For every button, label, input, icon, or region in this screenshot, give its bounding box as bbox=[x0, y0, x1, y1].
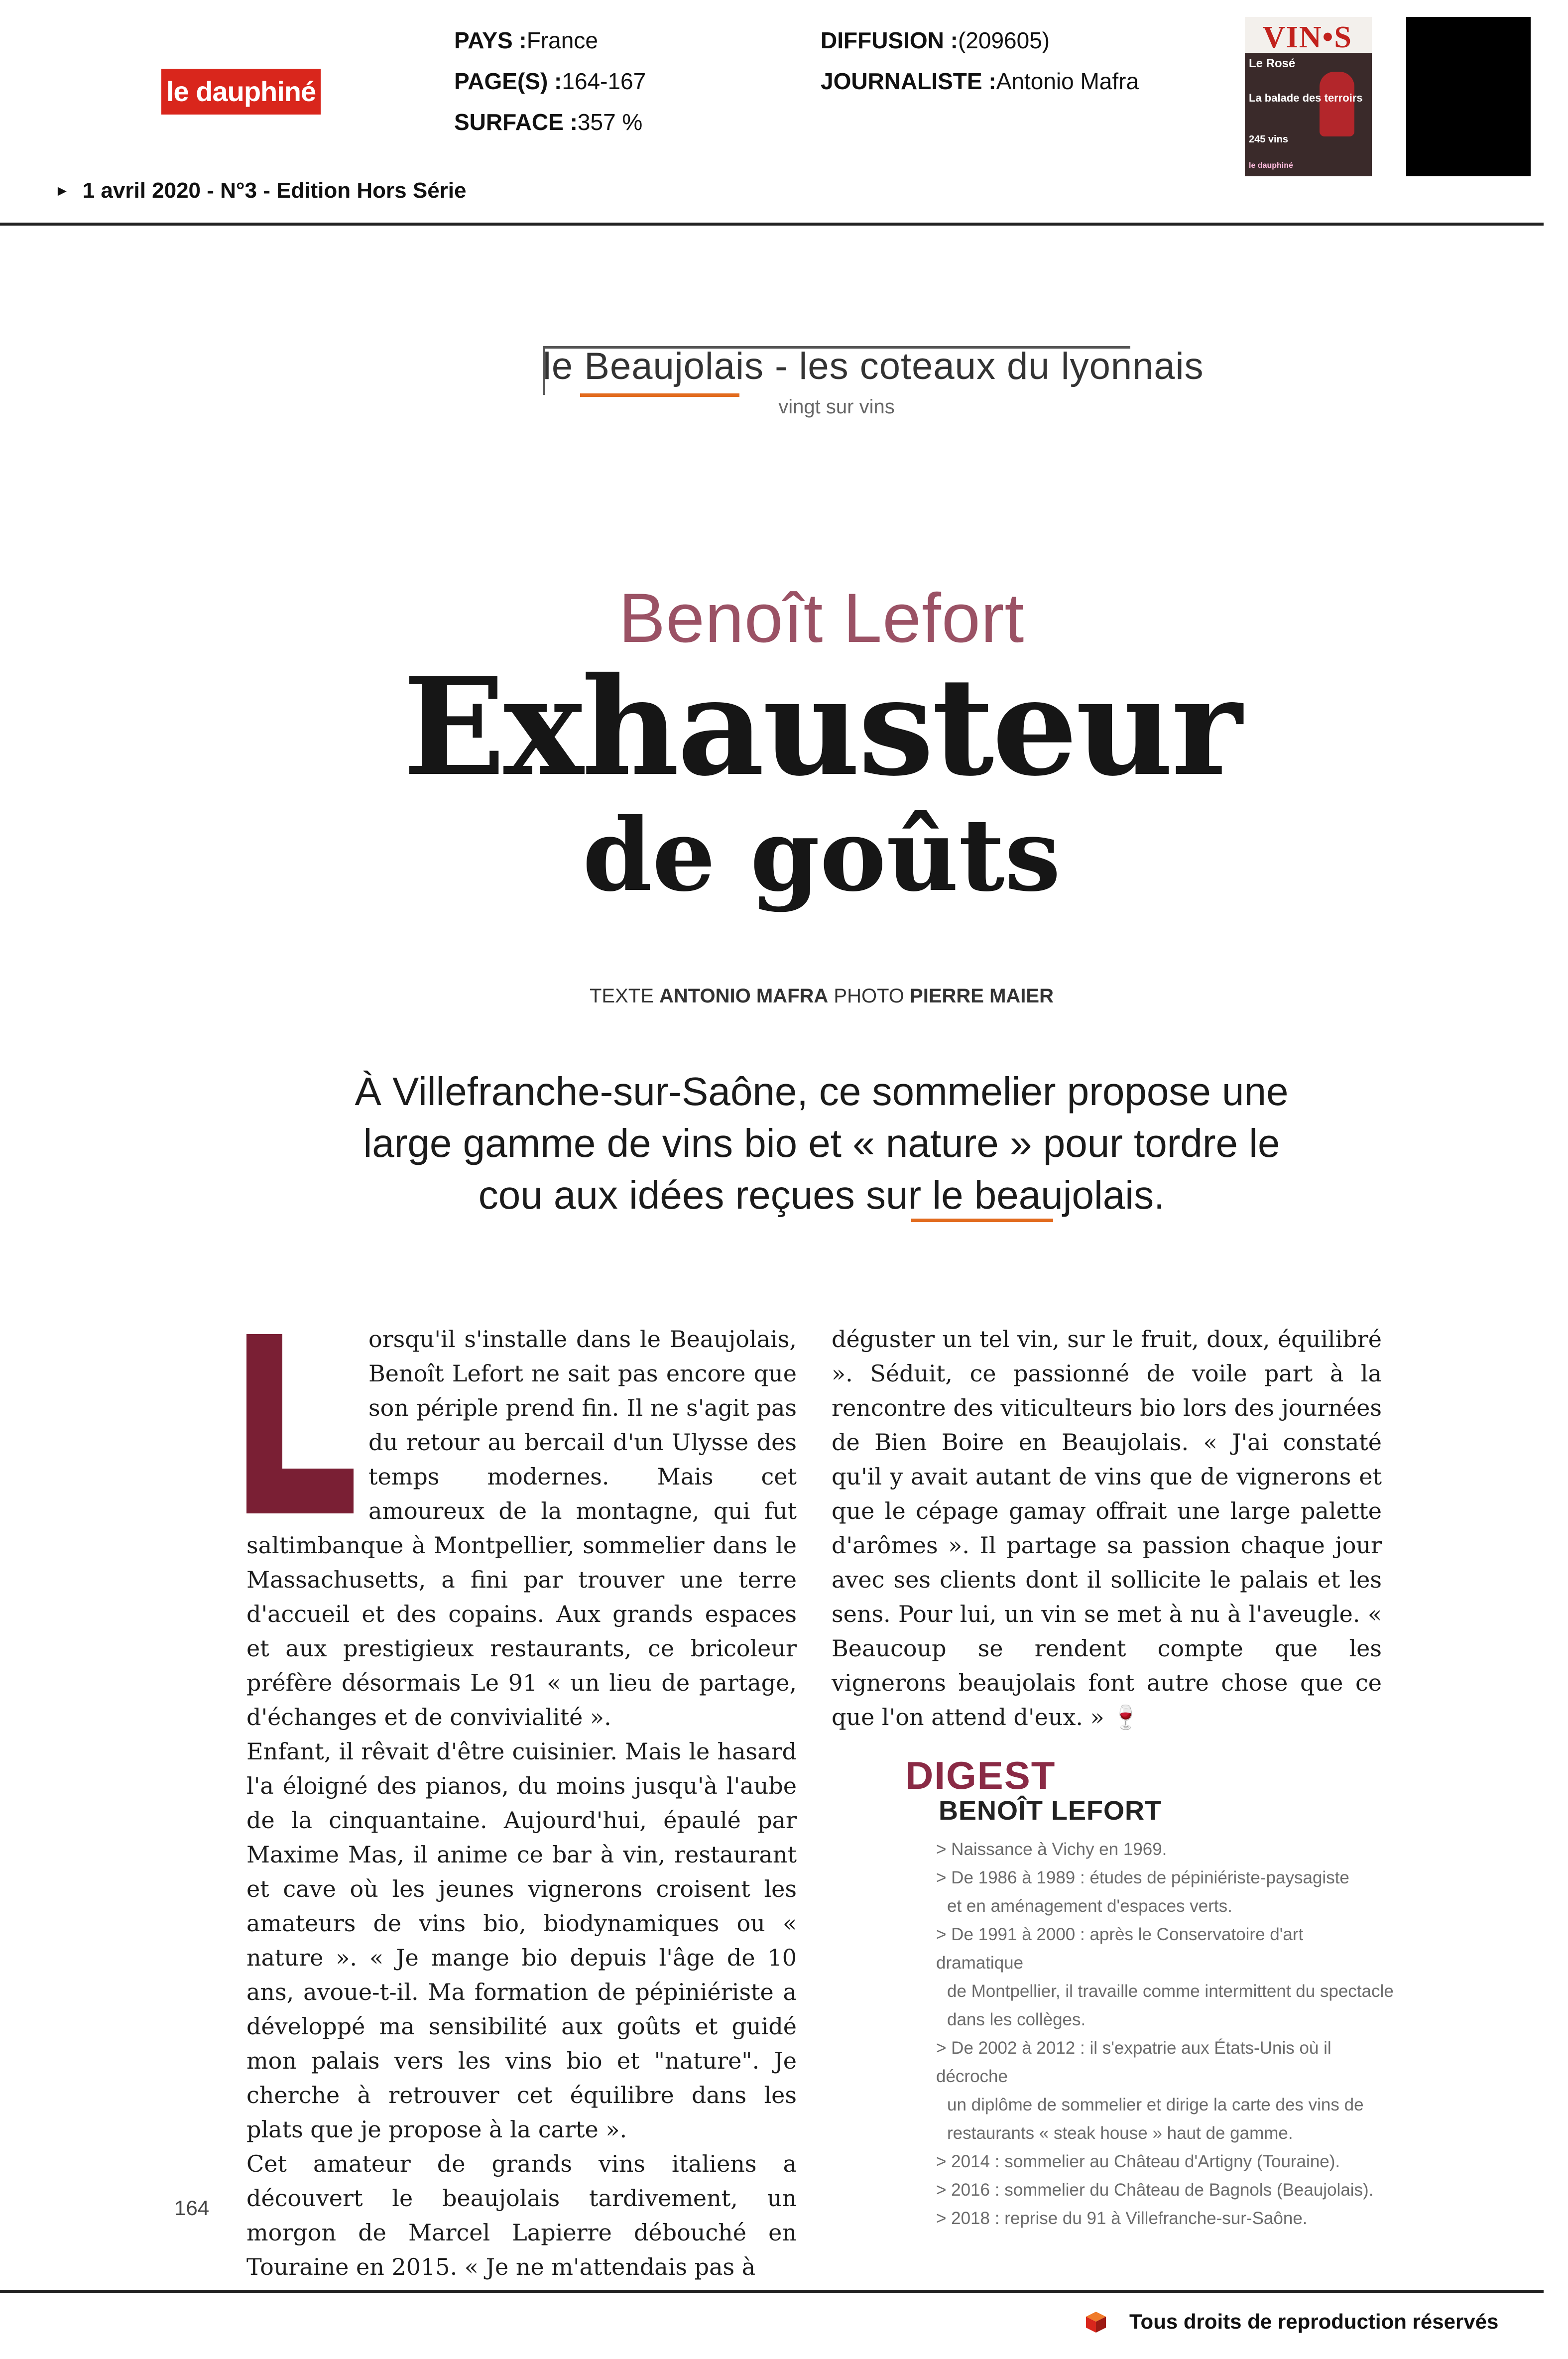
digest-item: > De 2002 à 2012 : il s'expatrie aux États-Unis où il décroche bbox=[936, 2038, 1331, 2086]
diffusion-value: (209605) bbox=[958, 27, 1050, 53]
credits-author: ANTONIO MAFRA bbox=[659, 985, 829, 1007]
dropcap-l bbox=[246, 1334, 354, 1513]
section-title: le Beaujolais - les coteaux du lyonnais bbox=[543, 345, 1204, 387]
surface-label: SURFACE : bbox=[454, 109, 578, 135]
digest-item: de Montpellier, il travaille comme intermittent du spectacle bbox=[947, 1982, 1394, 2001]
section-subtitle: vingt sur vins bbox=[778, 396, 895, 418]
meta-diffusion bbox=[821, 20, 1050, 61]
credits bbox=[349, 985, 1295, 1007]
digest-item: dans les collèges. bbox=[947, 2010, 1086, 2029]
footer-divider bbox=[0, 2290, 1544, 2293]
cover-line-3: 245 vins bbox=[1249, 134, 1288, 145]
meta-pays bbox=[454, 20, 598, 61]
lead-paragraph: À Villefranche-sur-Saône, ce sommelier propose une large gamme de vins bio et « nature » pour tordre le cou aux idées reçues sur le beaujolais. bbox=[355, 1069, 1289, 1217]
digest-list bbox=[936, 1835, 1394, 2233]
digest-item: > 2016 : sommelier du Château de Bagnols (Beaujolais). bbox=[936, 2180, 1374, 2200]
digest-title: DIGEST bbox=[905, 1753, 1056, 1797]
digest-item: et en aménagement d'espaces verts. bbox=[947, 1896, 1232, 1916]
surface-value: 357 % bbox=[577, 109, 643, 135]
body-column-left bbox=[246, 1322, 797, 2284]
pays-value: France bbox=[526, 27, 598, 53]
digest-item: > De 1986 à 1989 : études de pépiniériste-paysagiste bbox=[936, 1868, 1349, 1887]
redacted-thumbnail bbox=[1406, 17, 1531, 176]
meta-surface bbox=[454, 102, 642, 142]
digest-item: un diplôme de sommelier et dirige la carte des vins de bbox=[947, 2095, 1364, 2114]
credits-photo-label: PHOTO bbox=[834, 985, 904, 1007]
journaliste-value: Antonio Mafra bbox=[996, 68, 1139, 94]
edition-text: 1 avril 2020 - N°3 - Edition Hors Série bbox=[82, 178, 467, 203]
meta-journaliste bbox=[821, 61, 1139, 102]
article-subject-name: Benoît Lefort bbox=[618, 579, 1025, 657]
digest-name: BENOÎT LEFORT bbox=[939, 1796, 1162, 1826]
digest-item: > 2018 : reprise du 91 à Villefranche-sur-Saône. bbox=[936, 2209, 1308, 2228]
pays-label: PAYS : bbox=[454, 27, 527, 53]
body-left-paragraph-2: Enfant, il rêvait d'être cuisinier. Mais le hasard l'a éloigné des pianos, du moins jusqu'à l'aube de la cinquantaine. Aujourd'hui, épaulé par Maxime Mas, il anime ce bar à vin, restaurant et cave où les jeunes vignerons croisent les amateurs de vins bio, biodynamiques ou « nature ». « Je mange bio depuis l'âge de 10 ans, avoue-t-il. Ma formation de pépiniériste a développé ma sensibilité aux goûts et guidé mon palais vers les vins bio et "nature". Je cherche à retrouver cet équilibre dans les plats que je propose à la carte ». bbox=[246, 1738, 797, 2143]
pages-label: PAGE(S) : bbox=[454, 68, 562, 94]
credits-text-label: TEXTE bbox=[590, 985, 654, 1007]
magazine-cover-thumbnail[interactable] bbox=[1245, 17, 1372, 176]
digest-item: > 2014 : sommelier au Château d'Artigny (Touraine). bbox=[936, 2152, 1340, 2171]
cover-line-4: le dauphiné bbox=[1249, 161, 1293, 170]
pages-value: 164-167 bbox=[562, 68, 646, 94]
body-right-paragraph-1: déguster un tel vin, sur le fruit, doux, équilibré ». Séduit, ce passionné de voile part à la rencontre des viticulteurs bio lors des journées de Bien Boire en Beaujolais. « J'ai constaté qu'il y avait autant de vins que de vignerons et que le cépage gamay offrait une large palette d'arômes ». Il partage sa passion chaque jour avec ses clients dont il sollicite le palais et les sens. Pour lui, un vin se met à nu à l'aveugle. « Beaucoup se rendent compte que les vignerons beaujolais font autre chose que ce que l'on attend d'eux. » 🍷 bbox=[832, 1326, 1382, 1731]
digest-item: restaurants « steak house » haut de gamme. bbox=[947, 2123, 1293, 2143]
body-column-right bbox=[832, 1322, 1382, 1735]
body-left-paragraph-3: Cet amateur de grands vins italiens a découvert le beaujolais tardivement, un morgon de Marcel Lapierre débouché en Touraine en 2015. « Je ne m'attendais pas à bbox=[246, 2150, 797, 2280]
cover-line-2: La balade des terroirs bbox=[1249, 92, 1363, 104]
diffusion-label: DIFFUSION : bbox=[821, 27, 958, 53]
headline-line-2: de goûts bbox=[582, 797, 1061, 914]
edition-row bbox=[55, 178, 466, 203]
credits-photographer: PIERRE MAIER bbox=[910, 985, 1054, 1007]
digest-item: > Naissance à Vichy en 1969. bbox=[936, 1840, 1167, 1859]
digest-item: > De 1991 à 2000 : après le Conservatoire d'art dramatique bbox=[936, 1925, 1304, 1973]
arrow-right-icon: ► bbox=[55, 183, 70, 199]
cover-masthead: VIN•S bbox=[1263, 20, 1352, 54]
journaliste-label: JOURNALISTE : bbox=[821, 68, 996, 94]
cube-icon bbox=[1085, 2311, 1107, 2334]
headline-line-1: Exhausteur bbox=[403, 647, 1240, 806]
page-number: 164 bbox=[174, 2196, 210, 2220]
body-left-paragraph-1: orsqu'il s'installe dans le Beaujolais, Benoît Lefort ne sait pas encore que son périple prend fin. Il ne s'agit pas du retour au bercail d'un Ulysse des temps modernes. Mais cet amoureux de la montagne, qui fut saltimbanque à Montpellier, sommelier dans le Massachusetts, a fini par trouver une terre d'accueil et des copains. Aux grands espaces et aux prestigieux restaurants, ce bricoleur préfère désormais Le 91 « un lieu de partage, d'échanges et de convivialité ». bbox=[246, 1326, 797, 1731]
rights-notice: Tous droits de reproduction réservés bbox=[1129, 2310, 1499, 2333]
lead-highlight-underline bbox=[911, 1219, 1053, 1222]
cover-line-1: Le Rosé bbox=[1249, 57, 1296, 70]
meta-pages bbox=[454, 61, 646, 102]
publisher-logo: le dauphiné bbox=[161, 69, 321, 115]
header-divider bbox=[0, 223, 1544, 226]
